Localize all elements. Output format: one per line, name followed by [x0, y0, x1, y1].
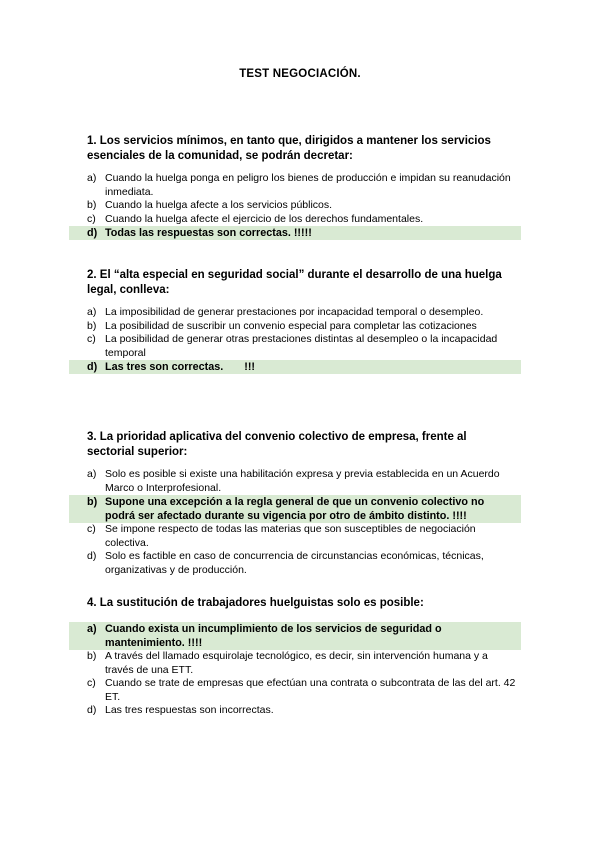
answer-item — [69, 320, 521, 334]
question-text: 1. Los servicios mínimos, en tanto que, dirigidos a mantener los servicios esenciales de la comunidad, se podrán decretar: — [87, 135, 491, 162]
answer-item — [69, 550, 521, 577]
answer-item — [69, 468, 521, 495]
answer-item — [69, 213, 521, 227]
correct-answer-item — [69, 226, 521, 240]
answer-list — [87, 468, 517, 577]
answer-text: Las tres son correctas. !!! — [105, 361, 256, 373]
answer-letter: d) — [87, 550, 97, 562]
answer-letter: a) — [87, 306, 97, 318]
answer-text: Solo es posible si existe una habilitación expresa y previa establecida en un Acuerdo Marco o Interprofesional. — [105, 468, 500, 494]
answer-text: Las tres respuestas son incorrectas. — [105, 704, 274, 716]
answer-letter: d) — [87, 704, 97, 716]
answer-text: Cuando la huelga afecte a los servicios públicos. — [105, 199, 333, 211]
answer-letter: a) — [87, 623, 97, 635]
question-3 — [87, 430, 517, 577]
answer-letter: d) — [87, 361, 98, 373]
answer-text: A través del llamado esquirolaje tecnológico, es decir, sin intervención humana y a través de una ETT. — [105, 650, 488, 676]
answer-list — [87, 622, 517, 718]
answer-text: Cuando exista un incumplimiento de los servicios de seguridad o mantenimiento. !!!! — [105, 623, 442, 649]
answer-letter: b) — [87, 650, 97, 662]
answer-letter: b) — [87, 496, 98, 508]
answer-text: Solo es factible en caso de concurrencia de circunstancias económicas, técnicas, organizativas y de producción. — [105, 550, 484, 576]
answer-text: Cuando la huelga afecte el ejercicio de los derechos fundamentales. — [105, 212, 424, 225]
answer-item — [69, 650, 521, 677]
answer-item — [69, 333, 521, 360]
answer-text: La imposibilidad de generar prestaciones por incapacidad temporal o desempleo. — [105, 306, 484, 318]
question-4 — [87, 596, 517, 718]
question-text: 2. El “alta especial en seguridad social” durante el desarrollo de una huelga legal, conlleva: — [87, 269, 502, 296]
correct-answer-item — [69, 360, 521, 374]
answer-item — [69, 172, 521, 199]
question-text: 4. La sustitución de trabajadores huelguistas solo es posible: — [87, 597, 424, 609]
answer-letter: b) — [87, 319, 97, 332]
answer-letter: c) — [87, 212, 96, 225]
answer-text: Cuando se trate de empresas que efectúan una contrata o subcontrata de las del art. 42 ET. — [105, 677, 516, 703]
question-text: 3. La prioridad aplicativa del convenio colectivo de empresa, frente al sectorial superior: — [87, 431, 467, 458]
answer-text: Cuando la huelga ponga en peligro los bienes de producción e impidan su reanudación inmediata. — [105, 172, 511, 198]
answer-letter: a) — [87, 172, 97, 184]
answer-letter: c) — [87, 677, 96, 689]
answer-text: Supone una excepción a la regla general de que un convenio colectivo no podrá ser afectado durante su vigencia por otro de ámbito distinto. !!!! — [105, 496, 485, 522]
answer-list — [87, 172, 517, 240]
answer-text: Se impone respecto de todas las materias que son susceptibles de negociación colectiva. — [105, 523, 476, 549]
answer-text: La posibilidad de generar otras prestaciones distintas al desempleo o la incapacidad temporal — [105, 333, 498, 359]
question-2 — [87, 268, 517, 374]
answer-letter: c) — [87, 333, 96, 345]
answer-item — [69, 199, 521, 213]
answer-letter: d) — [87, 227, 98, 239]
answer-item — [69, 677, 521, 704]
question-1 — [87, 134, 517, 240]
answer-item — [69, 306, 521, 320]
answer-item — [69, 523, 521, 550]
correct-answer-item — [69, 622, 521, 650]
answer-list — [87, 306, 517, 374]
answer-letter: b) — [87, 199, 97, 211]
answer-text: La posibilidad de suscribir un convenio especial para completar las cotizaciones — [105, 319, 477, 332]
answer-letter: a) — [87, 468, 97, 480]
answer-letter: c) — [87, 523, 96, 535]
document-title: TEST NEGOCIACIÓN. — [239, 68, 361, 80]
answer-item — [69, 704, 521, 718]
correct-answer-item — [69, 495, 521, 523]
answer-text: Todas las respuestas son correctas. !!!!! — [105, 227, 312, 239]
